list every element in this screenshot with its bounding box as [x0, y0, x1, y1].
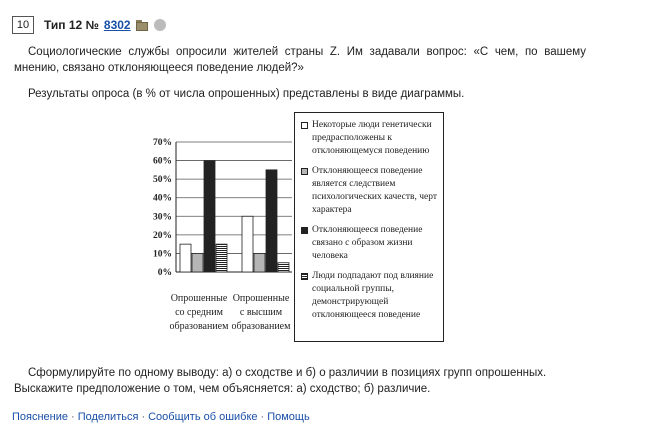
task-text: Сформулируйте по одному выводу: а) о сходстве и б) о различии в позициях групп опрошенных. Выскажите предположение о том, чем объясняется: а) сходство; б) различие.: [14, 367, 547, 395]
legend-label: Некоторые люди генетически предрасположены к отклоняющемуся поведению: [312, 120, 432, 156]
bar-striped-group-2: [278, 263, 289, 272]
legend-swatch-gray: [301, 168, 308, 175]
y-tick-label: 40%: [153, 193, 172, 204]
report-error-link[interactable]: Сообщить об ошибке: [148, 411, 258, 423]
x-label-higher-line-1: Опрошенные: [232, 293, 290, 304]
legend-label: Отклоняющееся поведение связано с образом жизни человека: [312, 225, 423, 261]
x-label-secondary: [166, 292, 232, 334]
explanation-link[interactable]: Пояснение: [12, 411, 69, 423]
footer-links: [12, 411, 310, 423]
bar-striped-group-1: [216, 244, 227, 272]
task-header: [12, 16, 166, 34]
chart-legend: [294, 112, 444, 342]
bar-black-group-2: [266, 170, 277, 272]
footer-separator: ·: [141, 411, 146, 423]
folder-icon[interactable]: [136, 20, 148, 31]
x-label-higher-line-3: образованием: [231, 321, 291, 332]
share-link[interactable]: Поделиться: [77, 411, 139, 423]
x-label-secondary-line-3: образованием: [169, 321, 229, 332]
y-tick-label: 60%: [153, 156, 172, 167]
legend-item-psychological: [301, 165, 439, 217]
bar-white-group-1: [180, 244, 191, 272]
legend-item-lifestyle: [301, 224, 439, 263]
y-tick-label: 50%: [153, 175, 172, 186]
legend-swatch-white: [301, 122, 308, 129]
y-tick-label: 0%: [157, 268, 172, 278]
task-id-link[interactable]: 8302: [103, 18, 131, 32]
y-tick-label: 10%: [153, 249, 172, 260]
y-tick-label: 70%: [153, 138, 172, 148]
legend-swatch-black: [301, 227, 308, 234]
x-label-higher-line-2: с высшим: [239, 307, 283, 318]
legend-label: Люди подпадают под влияние социальной группы, демонстрирующей отклоняющееся поведение: [312, 271, 434, 320]
help-link[interactable]: Помощь: [267, 411, 310, 423]
y-tick-label: 30%: [153, 212, 172, 223]
legend-item-genetic: [301, 119, 439, 158]
x-label-secondary-line-2: со средним: [175, 307, 223, 318]
bar-gray-group-1: [192, 253, 203, 272]
question-text: Социологические службы опросили жителей страны Z. Им задавали вопрос: «С чем, по вашему мнению, связано отклоняющееся поведение людей?»: [14, 46, 586, 74]
legend-swatch-striped: [301, 273, 308, 280]
intro-text: Результаты опроса (в % от числа опрошенных) представлены в виде диаграммы.: [28, 88, 465, 100]
x-label-secondary-line-1: Опрошенные: [170, 293, 228, 304]
task-type-label: Тип 12 №: [44, 18, 99, 32]
circle-icon[interactable]: [154, 19, 166, 31]
bar-gray-group-2: [254, 253, 265, 272]
bar-white-group-2: [242, 216, 253, 272]
task-number-box: 10: [12, 16, 34, 34]
bar-black-group-1: [204, 161, 215, 272]
y-tick-label: 20%: [153, 230, 172, 241]
x-label-higher: [228, 292, 294, 334]
legend-item-social-group: [301, 270, 439, 322]
footer-separator: ·: [260, 411, 265, 423]
legend-label: Отклоняющееся поведение является следствием психологических качеств, черт характера: [312, 166, 438, 215]
footer-separator: ·: [71, 411, 75, 423]
